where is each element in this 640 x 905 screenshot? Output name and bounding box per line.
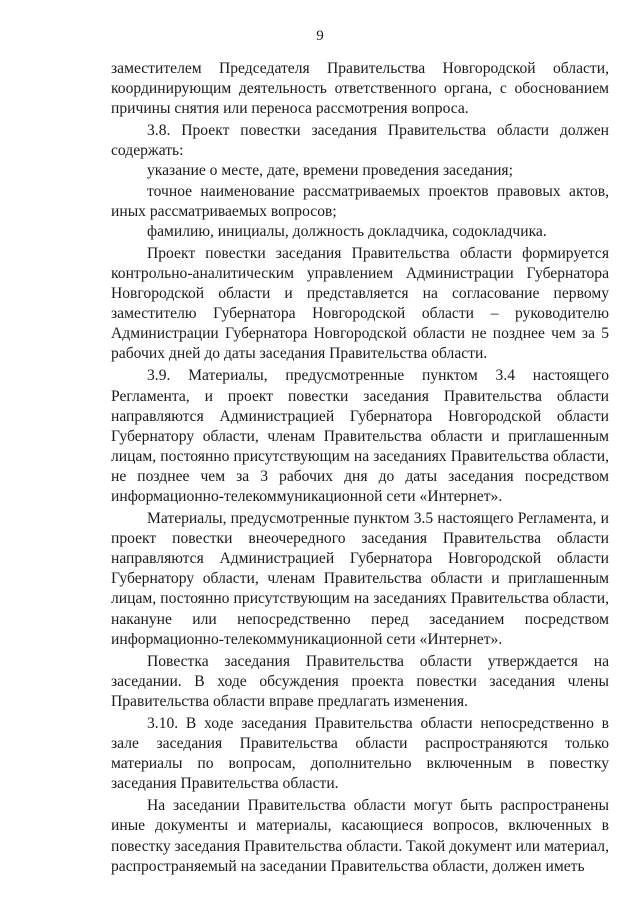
paragraph: точное наименование рассматриваемых проектов правовых актов, иных рассматриваемых вопросов; bbox=[111, 182, 609, 220]
paragraph: указание о месте, дате, времени проведения заседания; bbox=[147, 162, 513, 180]
document-body bbox=[111, 59, 609, 877]
paragraph: фамилию, инициалы, должность докладчика, содокладчика. bbox=[147, 222, 547, 240]
paragraph: На заседании Правительства области могут быть распространены иные документы и материалы, касающиеся вопросов, включенных в повестку заседания Правительства области. Такой документ или материал, распространяемый на заседании Правительства области, должен иметь bbox=[111, 797, 609, 875]
paragraph: 3.10. В ходе заседания Правительства области непосредственно в зале заседания Правительства области распространяются только материалы по вопросам, дополнительно включенным в повестку заседания Правительства области. bbox=[111, 715, 609, 793]
paragraph: Проект повестки заседания Правительства области формируется контрольно-аналитическим управлением Администрации Губернатора Новгородской области и представляется на согласование первому заместителю Губернатора Новгородской области – руководителю Администрации Губернатора Новгородской области не позднее чем за 5 рабочих дней до даты заседания Правительства области. bbox=[111, 244, 609, 363]
paragraph: Повестка заседания Правительства области утверждается на заседании. В ходе обсуждения проекта повестки заседания члены Правительства области вправе предлагать изменения. bbox=[111, 652, 609, 710]
paragraph: 3.8. Проект повестки заседания Правительства области должен содержать: bbox=[111, 122, 609, 160]
page-number: 9 bbox=[316, 28, 324, 44]
paragraph: 3.9. Материалы, предусмотренные пунктом 3.4 настоящего Регламента, и проект повестки заседания Правительства области направляются Администрацией Губернатора Новгородской области Губернатору области, членам Правительства области и приглашенным лицам, постоянно присутствующим на заседаниях Правительства области, не позднее чем за 3 рабочих дня до даты заседания посредством информационно-телекоммуникационной сети «Интернет». bbox=[111, 367, 609, 505]
paragraph: Материалы, предусмотренные пунктом 3.5 настоящего Регламента, и проект повестки внеочередного заседания Правительства области направляются Администрацией Губернатора Новгородской области Губернатору области, членам Правительства области и приглашенным лицам, постоянно присутствующим на заседаниях Правительства области, накануне или непосредственно перед заседанием посредством информационно-телекоммуникационной сети «Интернет». bbox=[111, 510, 609, 648]
paragraph: заместителем Председателя Правительства Новгородской области, координирующим деятельность ответственного органа, с обоснованием причины снятия или переноса рассмотрения вопроса. bbox=[111, 60, 609, 118]
